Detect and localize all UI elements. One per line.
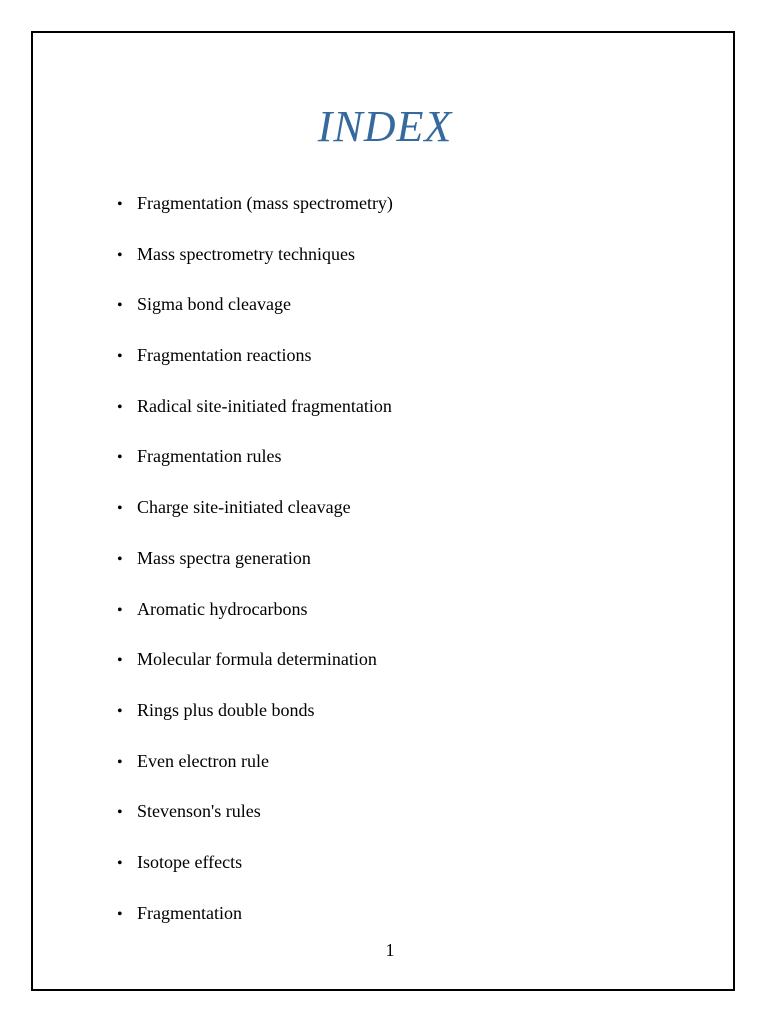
list-item-text: Molecular formula determination	[137, 649, 377, 670]
list-item-text: Rings plus double bonds	[137, 699, 315, 720]
list-item-text: Stevenson's rules	[137, 801, 261, 822]
bullet-icon: •	[117, 398, 123, 416]
page-number: 1	[385, 940, 395, 960]
list-item-text: Fragmentation	[137, 902, 242, 923]
bullet-icon: •	[117, 702, 123, 720]
bullet-icon: •	[117, 246, 123, 264]
bullet-icon: •	[117, 652, 123, 670]
bullet-icon: •	[117, 500, 123, 518]
list-item-text: Fragmentation reactions	[137, 345, 312, 366]
list-item-text: Charge site-initiated cleavage	[137, 497, 351, 518]
list-item-text: Fragmentation rules	[137, 446, 282, 467]
bullet-icon: •	[117, 601, 123, 619]
list-item-text: Aromatic hydrocarbons	[137, 598, 308, 619]
list-item-text: Even electron rule	[137, 750, 269, 771]
list-item-text: Radical site-initiated fragmentation	[137, 395, 392, 416]
page-frame	[31, 31, 735, 991]
bullet-icon: •	[117, 753, 123, 771]
page-title: INDEX	[317, 102, 453, 151]
bullet-icon: •	[117, 854, 123, 872]
list-item-text: Mass spectra generation	[137, 547, 311, 568]
bullet-icon: •	[117, 449, 123, 467]
list-item-text: Isotope effects	[137, 851, 243, 872]
bullet-icon: •	[117, 905, 123, 923]
list-item-text: Sigma bond cleavage	[137, 294, 291, 315]
bullet-icon: •	[117, 804, 123, 822]
bullet-icon: •	[117, 550, 123, 568]
bullet-icon: •	[117, 196, 123, 213]
list-item-text: Fragmentation (mass spectrometry)	[137, 193, 393, 213]
bullet-icon: •	[117, 348, 123, 366]
list-item-text: Mass spectrometry techniques	[137, 243, 355, 264]
bullet-icon: •	[117, 297, 123, 315]
